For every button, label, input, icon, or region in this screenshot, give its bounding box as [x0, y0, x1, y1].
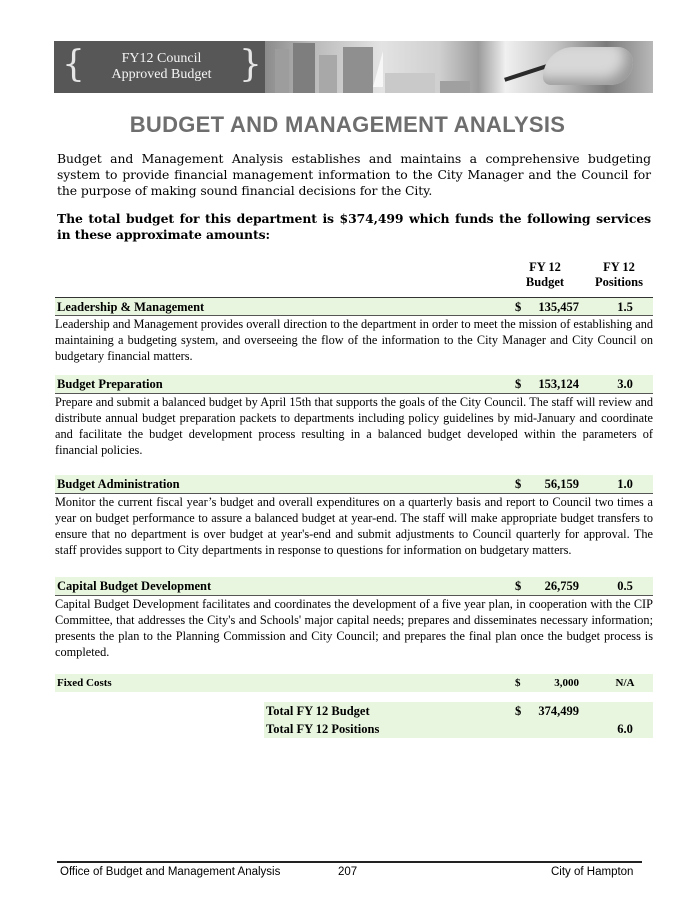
total-positions-value: 6.0	[617, 722, 633, 736]
fixed-costs-budget: 3,000	[554, 677, 579, 689]
column-header-positions-line1: FY 12	[603, 260, 635, 274]
building-shape	[385, 73, 435, 93]
left-brace-icon: {	[62, 44, 85, 85]
currency-symbol: $	[515, 579, 522, 593]
column-header-budget-line2: Budget	[525, 275, 565, 289]
banner-line-2: Approved Budget	[111, 67, 212, 82]
total-budget-statement: The total budget for this department is $374,499 which funds the following services in these approximate amounts:	[57, 211, 651, 242]
service-positions: 3.0	[617, 377, 633, 391]
service-budget: 56,159	[544, 477, 579, 491]
currency-symbol: $	[515, 704, 522, 718]
fixed-costs-positions: N/A	[615, 677, 635, 689]
building-shape	[319, 55, 337, 93]
service-name: Leadership & Management	[57, 300, 205, 314]
column-header-budget-line1: FY 12	[529, 260, 561, 274]
service-row	[55, 577, 653, 595]
banner-title	[84, 51, 239, 83]
building-shape	[293, 43, 315, 93]
right-brace-icon: }	[239, 44, 262, 85]
service-positions: 1.5	[617, 300, 633, 314]
header-banner	[54, 41, 653, 93]
page-title: BUDGET AND MANAGEMENT ANALYSIS	[129, 112, 566, 137]
building-shape	[343, 47, 373, 93]
fixed-costs-row	[55, 674, 653, 692]
currency-symbol: $	[515, 677, 521, 689]
service-name: Budget Preparation	[57, 377, 163, 391]
sailboat-icon	[373, 51, 383, 87]
service-budget: 135,457	[538, 300, 579, 314]
service-name: Budget Administration	[57, 477, 180, 491]
banner-photo-collage	[265, 41, 653, 93]
building-shape	[275, 49, 289, 93]
currency-symbol: $	[515, 377, 522, 391]
currency-symbol: $	[515, 300, 522, 314]
service-description: Leadership and Management provides overall direction to the department in order to meet the mission of establishing and maintaining a budgeting system, and overseeing the flow of the information to the City Manager and City Council on budgetary financial matters.	[55, 317, 653, 364]
service-row	[55, 375, 653, 393]
total-budget-label: Total FY 12 Budget	[266, 704, 370, 718]
currency-symbol: $	[515, 477, 522, 491]
service-positions: 0.5	[617, 579, 633, 593]
fixed-costs-label: Fixed Costs	[57, 677, 112, 689]
page-number: 207	[338, 866, 358, 878]
banner-label	[54, 41, 265, 93]
total-budget-row	[264, 702, 653, 720]
service-name: Capital Budget Development	[57, 579, 212, 593]
service-description: Capital Budget Development facilitates and coordinates the development of a five year plan, in cooperation with the CIP Committee, that addresses the City's and Schools' major capital needs; prepares and disseminates necessary information; presents the plan to the Planning Commission and City Council; and prepares the final plan once the budget process is completed.	[55, 597, 653, 660]
total-budget-value: 374,499	[538, 704, 579, 718]
service-budget: 153,124	[538, 377, 579, 391]
service-positions: 1.0	[617, 477, 633, 491]
column-header-positions	[593, 260, 645, 290]
service-row	[55, 297, 653, 315]
footer-city: City of Hampton	[551, 866, 634, 878]
column-header-positions-line2: Positions	[595, 275, 643, 289]
footer-department: Office of Budget and Management Analysis	[60, 866, 281, 878]
banner-line-1: FY12 Council	[121, 51, 202, 66]
hand-icon	[543, 47, 633, 85]
total-positions-label: Total FY 12 Positions	[266, 722, 380, 736]
service-description: Prepare and submit a balanced budget by April 15th that supports the goals of the City Council. The staff will review and distribute annual budget preparation packets to departments including policy guidelines by mid-January and coordinate and facilitate the budget development process resulting in a balanced budget developed within the parameters of financial policies.	[55, 395, 653, 458]
footer-divider	[57, 861, 642, 863]
column-header-budget	[519, 260, 571, 290]
intro-paragraph: Budget and Management Analysis establishes and maintains a comprehensive budgeting system to provide financial management information to the City Manager and the Council for the purpose of making sound financial decisions for the City.	[57, 151, 651, 198]
service-description: Monitor the current fiscal year’s budget and overall expenditures on a quarterly basis and report to Council two times a year on budget performance to assure a balanced budget at year-end. The staff will make appropriate budget transfers to ensure that no department is over budget at year's-end and submit adjustments to Council quarterly for approval. The staff provides support to City departments in response to questions for information on budgetary matters.	[55, 495, 653, 558]
total-positions-row	[264, 720, 653, 738]
service-budget: 26,759	[544, 579, 579, 593]
building-shape	[440, 81, 470, 93]
service-row	[55, 475, 653, 493]
